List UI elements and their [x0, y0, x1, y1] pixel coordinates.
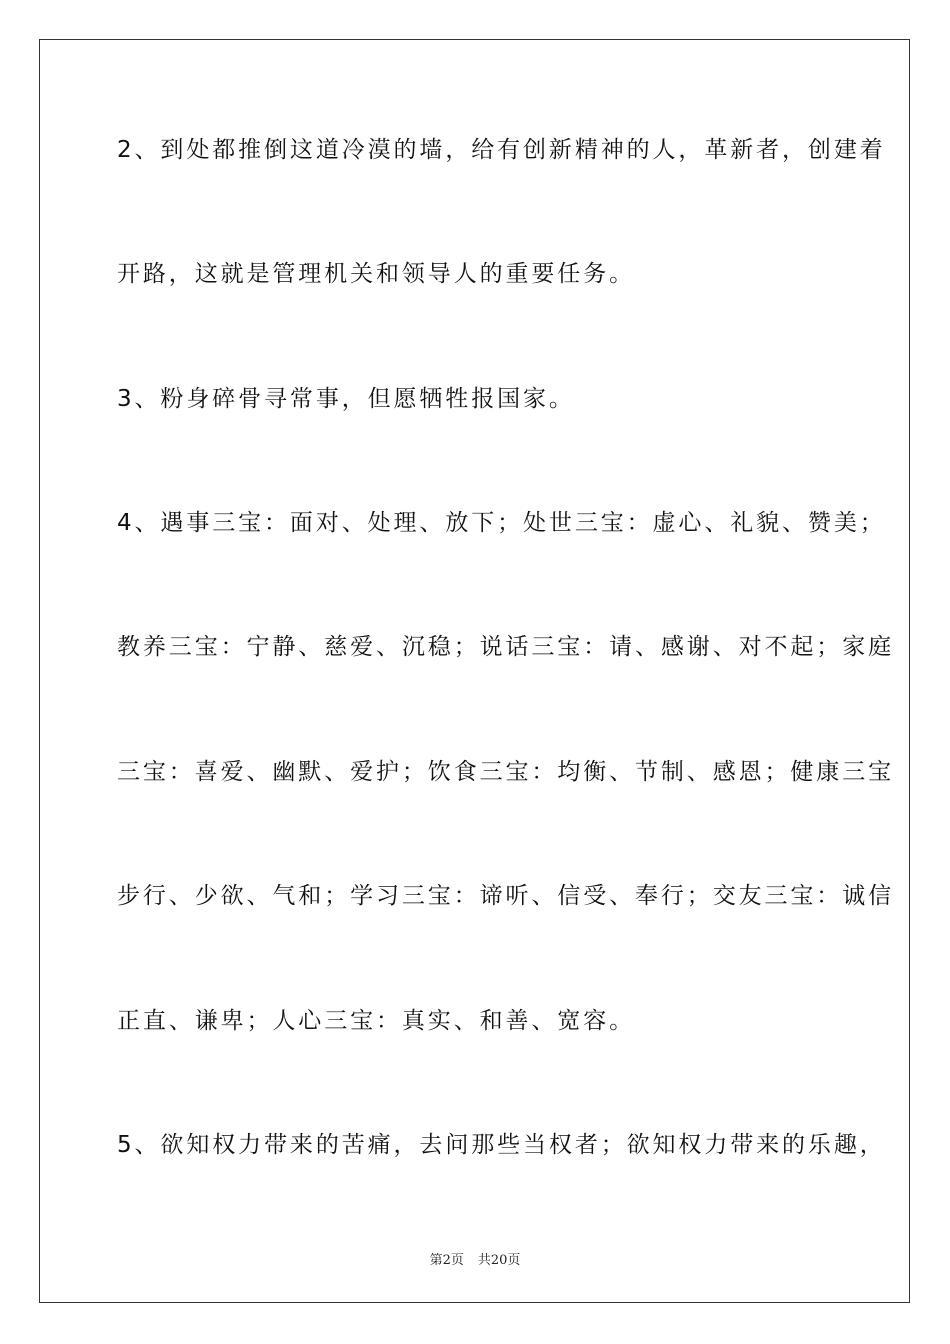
- page-footer: [0, 1249, 950, 1268]
- body-text-line: 4、遇事三宝：面对、处理、放下；处世三宝：虚心、礼貌、赞美；: [117, 510, 886, 536]
- page-number: 第2页: [429, 1253, 464, 1268]
- body-text-line: 正直、谦卑；人心三宝：真实、和善、宽容。: [117, 1008, 635, 1034]
- body-text-line: 开路，这就是管理机关和领导人的重要任务。: [117, 261, 635, 287]
- page-total: 共20页: [477, 1253, 521, 1268]
- body-text-line: 2、到处都推倒这道冷漠的墙，给有创新精神的人，革新者，创建着: [117, 137, 886, 163]
- body-text-line: 三宝：喜爱、幽默、爱护；饮食三宝：均衡、节制、感恩；健康三宝: [117, 759, 894, 785]
- body-text-line: 5、欲知权力带来的苦痛，去问那些当权者；欲知权力带来的乐趣，: [117, 1132, 886, 1158]
- page-border: [39, 39, 910, 1303]
- body-text-line: 步行、少欲、气和；学习三宝：谛听、信受、奉行；交友三宝：诚信: [117, 883, 894, 909]
- body-text-line: 3、粉身碎骨寻常事，但愿牺牲报国家。: [117, 386, 575, 412]
- body-text-line: 教养三宝：宁静、慈爱、沉稳；说话三宝：请、感谢、对不起；家庭: [117, 634, 894, 660]
